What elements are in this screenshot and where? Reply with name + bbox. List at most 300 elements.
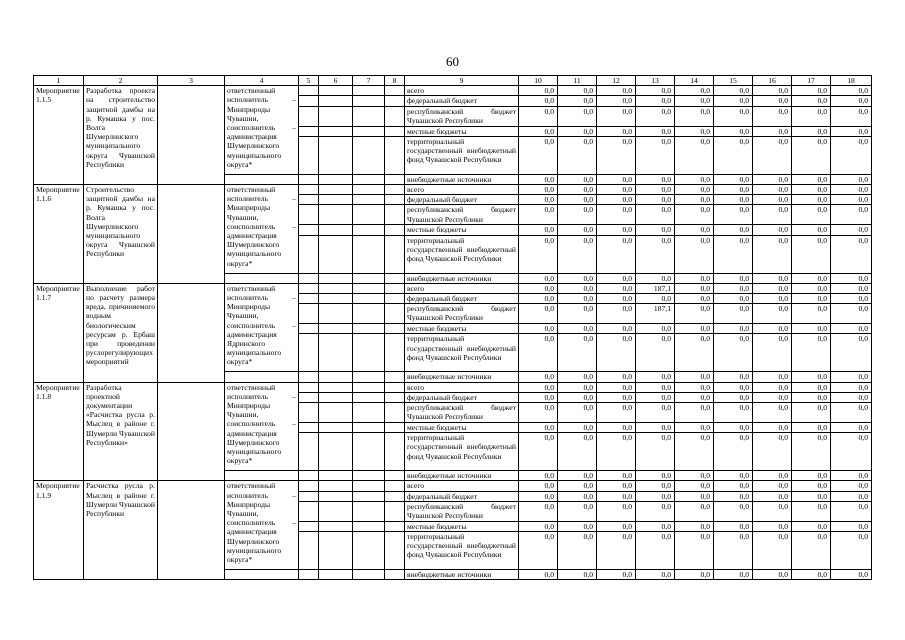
value-cell: 0,0 (558, 205, 597, 225)
value-cell: 0,0 (636, 174, 675, 184)
value-cell: 0,0 (831, 423, 872, 433)
funding-source-cell: федеральный бюджет (405, 491, 519, 501)
value-cell: 0,0 (675, 106, 714, 126)
table-row (34, 481, 872, 491)
code-cell (353, 501, 385, 521)
value-cell: 0,0 (714, 570, 753, 580)
value-cell: 0,0 (753, 225, 792, 235)
value-cell: 0,0 (675, 294, 714, 304)
value-cell: 0,0 (636, 205, 675, 225)
code-cell (299, 195, 319, 205)
code-cell (299, 185, 319, 195)
code-cell (319, 273, 353, 283)
value-cell: 0,0 (831, 501, 872, 521)
value-cell: 0,0 (558, 532, 597, 570)
code-cell (385, 106, 405, 126)
code-cell (385, 481, 405, 491)
code-cell (385, 372, 405, 382)
value-cell: 0,0 (558, 96, 597, 106)
code-cell (353, 136, 385, 174)
code-cell (319, 304, 353, 324)
item-name-cell: Разработка проекта на строительство защитной дамбы на р. Кумашка у пос. Волга Шумерлинского муниципального округа Чувашской Республики (84, 86, 158, 185)
code-cell (385, 174, 405, 184)
value-cell: 0,0 (831, 382, 872, 392)
value-cell: 0,0 (753, 273, 792, 283)
value-cell: 0,0 (636, 481, 675, 491)
value-cell: 0,0 (792, 283, 831, 293)
value-cell: 0,0 (519, 403, 558, 423)
funding-source-cell: внебюджетные источники (405, 372, 519, 382)
value-cell: 0,0 (597, 136, 636, 174)
funding-source-cell: федеральный бюджет (405, 96, 519, 106)
value-cell: 0,0 (675, 225, 714, 235)
value-cell: 0,0 (675, 195, 714, 205)
item-name-cell: Выполнение работ по расчету размера вреда, причиняемого водным биологическим ресурсам р. Ербаш при проведении руслорегулирующих мероприятий (84, 283, 158, 382)
code-cell (353, 324, 385, 334)
code-cell (319, 382, 353, 392)
value-cell: 0,0 (597, 392, 636, 402)
funding-source-cell: внебюджетные источники (405, 273, 519, 283)
value-cell: 0,0 (792, 96, 831, 106)
code-cell (353, 481, 385, 491)
value-cell: 0,0 (636, 136, 675, 174)
value-cell: 0,0 (714, 324, 753, 334)
code-cell (299, 334, 319, 372)
value-cell: 0,0 (558, 174, 597, 184)
value-cell: 0,0 (597, 372, 636, 382)
funding-source-cell: территориальный государственный внебюджетный фонд Чувашской Республики (405, 235, 519, 273)
value-cell: 0,0 (714, 423, 753, 433)
code-cell (299, 481, 319, 491)
code-cell (319, 481, 353, 491)
value-cell: 0,0 (831, 106, 872, 126)
value-cell: 0,0 (519, 136, 558, 174)
value-cell: 0,0 (519, 372, 558, 382)
value-cell: 0,0 (636, 294, 675, 304)
value-cell: 0,0 (519, 106, 558, 126)
executor-cell: ответственный исполнитель – Минприроды Чувашии, соисполнитель – администрация Шумерлинского муниципального округа* (225, 481, 299, 570)
value-cell: 0,0 (558, 392, 597, 402)
code-cell (319, 283, 353, 293)
value-cell: 0,0 (597, 273, 636, 283)
code-cell (385, 433, 405, 471)
value-cell: 0,0 (558, 136, 597, 174)
value-cell: 0,0 (714, 283, 753, 293)
code-cell (353, 392, 385, 402)
value-cell: 0,0 (714, 106, 753, 126)
value-cell: 0,0 (558, 521, 597, 531)
header-cell: 8 (385, 76, 405, 86)
value-cell: 0,0 (831, 96, 872, 106)
value-cell: 0,0 (519, 195, 558, 205)
value-cell: 0,0 (792, 174, 831, 184)
code-cell (299, 126, 319, 136)
value-cell: 0,0 (519, 570, 558, 580)
value-cell: 0,0 (753, 481, 792, 491)
code-cell (299, 283, 319, 293)
item-number-cell: Мероприятие 1.1.9 (34, 481, 84, 580)
header-cell: 9 (405, 76, 519, 86)
code-cell (299, 521, 319, 531)
value-cell: 0,0 (597, 481, 636, 491)
code-cell (353, 195, 385, 205)
funding-source-cell: территориальный государственный внебюджетный фонд Чувашской Республики (405, 433, 519, 471)
code-cell (319, 235, 353, 273)
value-cell: 0,0 (675, 86, 714, 96)
code-cell (353, 304, 385, 324)
value-cell: 0,0 (714, 491, 753, 501)
value-cell: 0,0 (519, 225, 558, 235)
executor-cell-empty (225, 372, 299, 382)
code-cell (353, 570, 385, 580)
table-row (34, 283, 872, 293)
code-cell (385, 491, 405, 501)
value-cell: 0,0 (558, 491, 597, 501)
value-cell: 0,0 (831, 521, 872, 531)
funding-source-cell: всего (405, 185, 519, 195)
value-cell: 0,0 (636, 86, 675, 96)
value-cell: 0,0 (636, 423, 675, 433)
value-cell: 0,0 (792, 324, 831, 334)
value-cell: 0,0 (831, 225, 872, 235)
value-cell: 0,0 (675, 382, 714, 392)
value-cell: 0,0 (636, 392, 675, 402)
value-cell: 0,0 (558, 86, 597, 96)
value-cell: 0,0 (792, 304, 831, 324)
col3-cell (158, 481, 225, 580)
code-cell (385, 136, 405, 174)
value-cell: 0,0 (597, 86, 636, 96)
code-cell (385, 334, 405, 372)
code-cell (353, 96, 385, 106)
code-cell (319, 195, 353, 205)
value-cell: 0,0 (519, 185, 558, 195)
code-cell (319, 532, 353, 570)
value-cell: 0,0 (831, 433, 872, 471)
code-cell (299, 491, 319, 501)
value-cell: 0,0 (519, 433, 558, 471)
code-cell (319, 521, 353, 531)
value-cell: 0,0 (597, 106, 636, 126)
value-cell: 0,0 (714, 471, 753, 481)
value-cell: 0,0 (792, 372, 831, 382)
code-cell (385, 185, 405, 195)
value-cell: 0,0 (753, 235, 792, 273)
value-cell: 0,0 (558, 423, 597, 433)
value-cell: 0,0 (519, 324, 558, 334)
header-row (34, 76, 872, 86)
code-cell (353, 126, 385, 136)
code-cell (299, 86, 319, 96)
value-cell: 0,0 (714, 205, 753, 225)
value-cell: 0,0 (831, 481, 872, 491)
funding-source-cell: внебюджетные источники (405, 174, 519, 184)
value-cell: 0,0 (753, 521, 792, 531)
funding-source-cell: территориальный государственный внебюджетный фонд Чувашской Республики (405, 334, 519, 372)
budget-table (33, 75, 872, 580)
code-cell (353, 433, 385, 471)
code-cell (319, 403, 353, 423)
code-cell (299, 324, 319, 334)
value-cell: 0,0 (519, 382, 558, 392)
value-cell: 0,0 (714, 136, 753, 174)
value-cell: 0,0 (753, 423, 792, 433)
value-cell: 0,0 (519, 304, 558, 324)
value-cell: 0,0 (675, 392, 714, 402)
header-cell: 15 (714, 76, 753, 86)
funding-source-cell: внебюджетные источники (405, 570, 519, 580)
value-cell: 0,0 (519, 521, 558, 531)
value-cell: 0,0 (597, 185, 636, 195)
value-cell: 0,0 (753, 372, 792, 382)
value-cell: 0,0 (636, 382, 675, 392)
value-cell: 0,0 (558, 195, 597, 205)
value-cell: 0,0 (831, 174, 872, 184)
funding-source-cell: всего (405, 86, 519, 96)
col3-cell (158, 283, 225, 382)
value-cell: 0,0 (675, 334, 714, 372)
value-cell: 0,0 (519, 471, 558, 481)
value-cell: 0,0 (558, 471, 597, 481)
value-cell: 0,0 (831, 304, 872, 324)
value-cell: 0,0 (675, 126, 714, 136)
value-cell: 0,0 (792, 106, 831, 126)
value-cell: 0,0 (714, 521, 753, 531)
value-cell: 0,0 (636, 433, 675, 471)
value-cell: 0,0 (753, 501, 792, 521)
code-cell (353, 423, 385, 433)
value-cell: 0,0 (636, 273, 675, 283)
value-cell: 0,0 (753, 185, 792, 195)
item-name-cell: Разработка проектной документации «Расчистка русла р. Мыслец в районе г. Шумерли Чувашской Республики» (84, 382, 158, 481)
value-cell: 0,0 (636, 324, 675, 334)
header-cell: 17 (792, 76, 831, 86)
header-cell: 12 (597, 76, 636, 86)
code-cell (353, 382, 385, 392)
value-cell: 0,0 (714, 501, 753, 521)
funding-source-cell: местные бюджеты (405, 521, 519, 531)
code-cell (319, 433, 353, 471)
value-cell: 0,0 (792, 433, 831, 471)
value-cell: 0,0 (792, 481, 831, 491)
value-cell: 0,0 (753, 491, 792, 501)
code-cell (299, 136, 319, 174)
value-cell: 0,0 (792, 491, 831, 501)
value-cell: 0,0 (792, 185, 831, 195)
funding-source-cell: территориальный государственный внебюджетный фонд Чувашской Республики (405, 136, 519, 174)
code-cell (385, 471, 405, 481)
value-cell: 0,0 (519, 96, 558, 106)
code-cell (353, 294, 385, 304)
executor-cell-empty (225, 273, 299, 283)
code-cell (385, 423, 405, 433)
value-cell: 0,0 (753, 392, 792, 402)
code-cell (319, 501, 353, 521)
value-cell: 0,0 (831, 136, 872, 174)
value-cell: 0,0 (792, 334, 831, 372)
value-cell: 0,0 (636, 334, 675, 372)
value-cell: 0,0 (558, 403, 597, 423)
code-cell (319, 471, 353, 481)
value-cell: 0,0 (597, 283, 636, 293)
value-cell: 0,0 (714, 195, 753, 205)
funding-source-cell: республиканский бюджет Чувашской Республики (405, 501, 519, 521)
value-cell: 0,0 (519, 205, 558, 225)
value-cell: 0,0 (558, 283, 597, 293)
value-cell: 0,0 (831, 294, 872, 304)
value-cell: 0,0 (597, 205, 636, 225)
value-cell: 0,0 (519, 283, 558, 293)
value-cell: 0,0 (675, 423, 714, 433)
code-cell (353, 532, 385, 570)
value-cell: 0,0 (831, 471, 872, 481)
value-cell: 0,0 (714, 294, 753, 304)
code-cell (353, 174, 385, 184)
code-cell (319, 392, 353, 402)
value-cell: 0,0 (636, 372, 675, 382)
funding-source-cell: всего (405, 382, 519, 392)
value-cell: 0,0 (792, 195, 831, 205)
value-cell: 0,0 (675, 481, 714, 491)
value-cell: 0,0 (519, 423, 558, 433)
value-cell: 0,0 (792, 205, 831, 225)
value-cell: 0,0 (714, 86, 753, 96)
code-cell (353, 334, 385, 372)
code-cell (299, 294, 319, 304)
code-cell (385, 225, 405, 235)
code-cell (385, 521, 405, 531)
value-cell: 0,0 (753, 334, 792, 372)
funding-source-cell: республиканский бюджет Чувашской Республики (405, 205, 519, 225)
executor-cell: ответственный исполнитель – Минприроды Чувашии, соисполнитель – администрация Шумерлинского муниципального округа* (225, 86, 299, 175)
value-cell: 0,0 (714, 532, 753, 570)
code-cell (353, 283, 385, 293)
code-cell (299, 235, 319, 273)
code-cell (299, 96, 319, 106)
value-cell: 0,0 (597, 532, 636, 570)
code-cell (385, 304, 405, 324)
value-cell: 0,0 (831, 532, 872, 570)
value-cell: 0,0 (831, 491, 872, 501)
value-cell: 0,0 (558, 501, 597, 521)
value-cell: 0,0 (597, 304, 636, 324)
value-cell: 0,0 (675, 136, 714, 174)
code-cell (299, 501, 319, 521)
code-cell (385, 570, 405, 580)
value-cell: 0,0 (597, 521, 636, 531)
value-cell: 0,0 (636, 532, 675, 570)
code-cell (319, 86, 353, 96)
value-cell: 187,1 (636, 304, 675, 324)
executor-cell: ответственный исполнитель – Минприроды Чувашии, соисполнитель – администрация Ядринского муниципального округа* (225, 283, 299, 372)
value-cell: 0,0 (714, 96, 753, 106)
value-cell: 0,0 (675, 235, 714, 273)
value-cell: 0,0 (792, 235, 831, 273)
value-cell: 0,0 (831, 324, 872, 334)
value-cell: 0,0 (831, 372, 872, 382)
executor-cell-empty (225, 471, 299, 481)
value-cell: 0,0 (558, 294, 597, 304)
code-cell (299, 205, 319, 225)
value-cell: 0,0 (597, 433, 636, 471)
value-cell: 0,0 (519, 501, 558, 521)
header-cell: 16 (753, 76, 792, 86)
value-cell: 0,0 (519, 235, 558, 273)
value-cell: 0,0 (753, 294, 792, 304)
code-cell (353, 205, 385, 225)
value-cell: 0,0 (597, 174, 636, 184)
value-cell: 0,0 (519, 294, 558, 304)
value-cell: 0,0 (558, 433, 597, 471)
header-cell: 1 (34, 76, 84, 86)
code-cell (299, 433, 319, 471)
header-cell: 10 (519, 76, 558, 86)
header-cell: 6 (319, 76, 353, 86)
value-cell: 0,0 (558, 334, 597, 372)
code-cell (353, 225, 385, 235)
funding-source-cell: республиканский бюджет Чувашской Республики (405, 304, 519, 324)
code-cell (319, 96, 353, 106)
header-cell: 5 (299, 76, 319, 86)
value-cell: 0,0 (519, 174, 558, 184)
value-cell: 0,0 (792, 532, 831, 570)
code-cell (353, 86, 385, 96)
code-cell (353, 235, 385, 273)
col3-cell (158, 86, 225, 185)
value-cell: 0,0 (714, 481, 753, 491)
value-cell: 0,0 (714, 225, 753, 235)
header-cell: 4 (225, 76, 299, 86)
value-cell: 0,0 (636, 501, 675, 521)
code-cell (385, 86, 405, 96)
value-cell: 0,0 (792, 126, 831, 136)
code-cell (319, 491, 353, 501)
code-cell (319, 205, 353, 225)
value-cell: 0,0 (597, 403, 636, 423)
value-cell: 0,0 (714, 235, 753, 273)
value-cell: 0,0 (519, 126, 558, 136)
value-cell: 0,0 (597, 423, 636, 433)
funding-source-cell: местные бюджеты (405, 423, 519, 433)
value-cell: 0,0 (675, 96, 714, 106)
value-cell: 0,0 (558, 235, 597, 273)
code-cell (319, 570, 353, 580)
value-cell: 0,0 (558, 185, 597, 195)
value-cell: 0,0 (714, 126, 753, 136)
value-cell: 0,0 (792, 521, 831, 531)
code-cell (299, 570, 319, 580)
item-number-cell: Мероприятие 1.1.5 (34, 86, 84, 185)
code-cell (385, 205, 405, 225)
item-number-cell: Мероприятие 1.1.6 (34, 185, 84, 284)
code-cell (299, 225, 319, 235)
funding-source-cell: республиканский бюджет Чувашской Республики (405, 403, 519, 423)
code-cell (353, 185, 385, 195)
code-cell (299, 403, 319, 423)
page-number: 60 (446, 54, 459, 69)
value-cell: 0,0 (831, 126, 872, 136)
code-cell (385, 126, 405, 136)
value-cell: 0,0 (636, 403, 675, 423)
value-cell: 0,0 (831, 205, 872, 225)
value-cell: 0,0 (675, 570, 714, 580)
executor-cell-empty (225, 570, 299, 580)
code-cell (385, 273, 405, 283)
header-cell: 14 (675, 76, 714, 86)
value-cell: 0,0 (831, 273, 872, 283)
value-cell: 0,0 (792, 471, 831, 481)
value-cell: 187,1 (636, 283, 675, 293)
